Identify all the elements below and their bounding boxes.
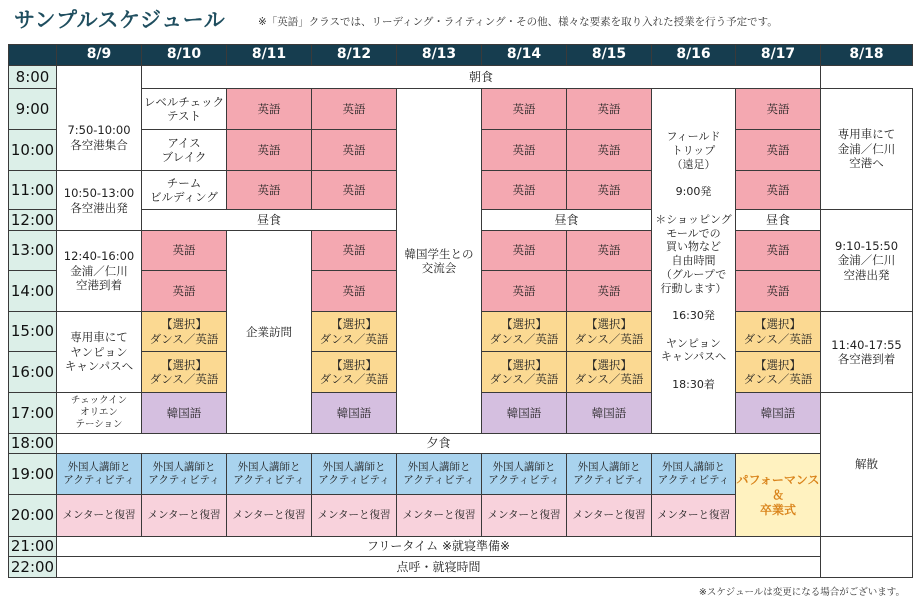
- korean-class-cell: 韓国語: [141, 392, 227, 434]
- korean-class-cell: 韓国語: [566, 392, 652, 434]
- elective-class-cell: 【選択】 ダンス／英語: [566, 351, 652, 393]
- english-class-cell: 英語: [566, 170, 652, 210]
- english-class-cell: 英語: [566, 230, 652, 271]
- english-class-cell: 英語: [481, 230, 567, 271]
- free-time-cell: フリータイム ※就寝準備※: [56, 536, 821, 557]
- breakfast-cell: 朝食: [141, 65, 821, 89]
- foreign-teacher-activity-cell: 外国人講師と アクティビティ: [566, 453, 652, 495]
- schedule-table: [8, 44, 912, 577]
- elective-class-cell: 【選択】 ダンス／英語: [566, 311, 652, 352]
- elective-class-cell: 【選択】 ダンス／英語: [735, 311, 821, 352]
- english-class-cell: 英語: [311, 270, 397, 312]
- elective-class-cell: 【選択】 ダンス／英語: [481, 311, 567, 352]
- english-class-cell: 英語: [481, 88, 567, 130]
- company-visit-cell: 企業訪問: [226, 230, 312, 434]
- english-class-cell: 英語: [226, 170, 312, 210]
- mentor-review-cell: メンターと復習: [396, 494, 482, 537]
- page-header: [0, 0, 915, 40]
- english-class-cell: 英語: [141, 230, 227, 271]
- english-class-cell: 英語: [735, 129, 821, 171]
- checkin-orientation-cell: チェックイン オリエン テーション: [56, 392, 142, 434]
- time-label: 9:00: [8, 88, 57, 130]
- date-header-5: 8/13: [396, 44, 482, 66]
- dismissal-cell: 解散: [820, 392, 913, 537]
- korean-class-cell: 韓国語: [311, 392, 397, 434]
- date-header-2: 8/10: [141, 44, 227, 66]
- foreign-teacher-activity-cell: 外国人講師と アクティビティ: [481, 453, 567, 495]
- english-class-cell: 英語: [311, 230, 397, 271]
- english-class-cell: 英語: [226, 129, 312, 171]
- date-header-10: 8/18: [820, 44, 913, 66]
- time-label: 20:00: [8, 494, 57, 537]
- english-class-cell: 英語: [735, 270, 821, 312]
- elective-class-cell: 【選択】 ダンス／英語: [311, 311, 397, 352]
- mentor-review-cell: メンターと復習: [141, 494, 227, 537]
- footer-note: ※スケジュールは変更になる場合がございます。: [698, 587, 905, 598]
- english-class-cell: 英語: [226, 88, 312, 130]
- elective-class-cell: 【選択】 ダンス／英語: [141, 351, 227, 393]
- arrival-gather-cell: 7:50-10:00 各空港集合: [56, 65, 142, 210]
- mentor-review-cell: メンターと復習: [566, 494, 652, 537]
- mentor-review-cell: メンターと復習: [311, 494, 397, 537]
- to-airport-cell: 専用車にて 金浦／仁川 空港へ: [820, 88, 913, 210]
- english-class-cell: 英語: [481, 170, 567, 210]
- korean-class-cell: 韓国語: [481, 392, 567, 434]
- date-header-7: 8/15: [566, 44, 652, 66]
- date-header-3: 8/11: [226, 44, 312, 66]
- time-label: 15:00: [8, 311, 57, 352]
- time-label: 21:00: [8, 536, 57, 557]
- team-building-cell: チーム ビルディング: [141, 170, 227, 210]
- arrival-depart-cell: 10:50-13:00 各空港出発: [56, 170, 142, 231]
- english-class-cell: 英語: [481, 129, 567, 171]
- arrival-land-cell: 12:40-16:00 金浦／仁川 空港到着: [56, 230, 142, 312]
- mentor-review-cell: メンターと復習: [651, 494, 736, 537]
- time-label: 18:00: [8, 433, 57, 454]
- elective-class-cell: 【選択】 ダンス／英語: [141, 311, 227, 352]
- english-class-cell: 英語: [141, 270, 227, 312]
- exchange-event-cell: 韓国学生との 交流会: [396, 88, 482, 434]
- foreign-teacher-activity-cell: 外国人講師と アクティビティ: [311, 453, 397, 495]
- foreign-teacher-activity-cell: 外国人講師と アクティビティ: [141, 453, 227, 495]
- lunch-cell: 昼食: [481, 209, 652, 231]
- english-class-cell: 英語: [566, 270, 652, 312]
- airport-depart-cell: 9:10-15:50 金浦／仁川 空港出発: [820, 209, 913, 312]
- page-note: ※「英語」クラスでは、リーディング・ライティング・その他、様々な要素を取り入れた授業を行う予定です。: [258, 16, 778, 28]
- time-label: 14:00: [8, 270, 57, 312]
- english-class-cell: 英語: [735, 230, 821, 271]
- date-header-6: 8/14: [481, 44, 567, 66]
- date-header-9: 8/17: [735, 44, 821, 66]
- elective-class-cell: 【選択】 ダンス／英語: [735, 351, 821, 393]
- date-header-4: 8/12: [311, 44, 397, 66]
- english-class-cell: 英語: [311, 129, 397, 171]
- time-label: 19:00: [8, 453, 57, 495]
- mentor-review-cell: メンターと復習: [481, 494, 567, 537]
- time-label: 13:00: [8, 230, 57, 271]
- field-trip-cell: フィールド トリップ （遠足） 9:00発 ＊ショッピング モールでの 買い物など 自由時間 （グループで 行動します） 16:30発 ヤンピョン キャンパスへ 18:30着: [651, 88, 736, 434]
- english-class-cell: 英語: [311, 88, 397, 130]
- time-label: 16:00: [8, 351, 57, 393]
- english-class-cell: 英語: [566, 88, 652, 130]
- english-class-cell: 英語: [311, 170, 397, 210]
- foreign-teacher-activity-cell: 外国人講師と アクティビティ: [396, 453, 482, 495]
- performance-graduation-cell: パフォーマンス ＆ 卒業式: [735, 453, 821, 537]
- foreign-teacher-activity-cell: 外国人講師と アクティビティ: [56, 453, 142, 495]
- english-class-cell: 英語: [481, 270, 567, 312]
- foreign-teacher-activity-cell: 外国人講師と アクティビティ: [651, 453, 736, 495]
- roll-call-cell: 点呼・就寝時間: [56, 556, 821, 578]
- lunch-cell: 昼食: [141, 209, 397, 231]
- english-class-cell: 英語: [735, 170, 821, 210]
- time-label: 10:00: [8, 129, 57, 171]
- blank-cell: [820, 536, 913, 578]
- corner-cell: [8, 44, 57, 66]
- mentor-review-cell: メンターと復習: [56, 494, 142, 537]
- level-check-cell: レベルチェック テスト: [141, 88, 227, 130]
- time-label: 22:00: [8, 556, 57, 578]
- dinner-cell: 夕食: [56, 433, 821, 454]
- date-header-1: 8/9: [56, 44, 142, 66]
- lunch-cell: 昼食: [735, 209, 821, 231]
- english-class-cell: 英語: [566, 129, 652, 171]
- transfer-campus-cell: 専用車にて ヤンピョン キャンパスへ: [56, 311, 142, 393]
- airport-arrive-cell: 11:40-17:55 各空港到着: [820, 311, 913, 393]
- mentor-review-cell: メンターと復習: [226, 494, 312, 537]
- date-header-8: 8/16: [651, 44, 736, 66]
- time-label: 8:00: [8, 65, 57, 89]
- korean-class-cell: 韓国語: [735, 392, 821, 434]
- time-label: 12:00: [8, 209, 57, 231]
- elective-class-cell: 【選択】 ダンス／英語: [481, 351, 567, 393]
- page-title: サンプルスケジュール: [14, 8, 226, 32]
- elective-class-cell: 【選択】 ダンス／英語: [311, 351, 397, 393]
- time-label: 11:00: [8, 170, 57, 210]
- time-label: 17:00: [8, 392, 57, 434]
- icebreak-cell: アイス ブレイク: [141, 129, 227, 171]
- english-class-cell: 英語: [735, 88, 821, 130]
- foreign-teacher-activity-cell: 外国人講師と アクティビティ: [226, 453, 312, 495]
